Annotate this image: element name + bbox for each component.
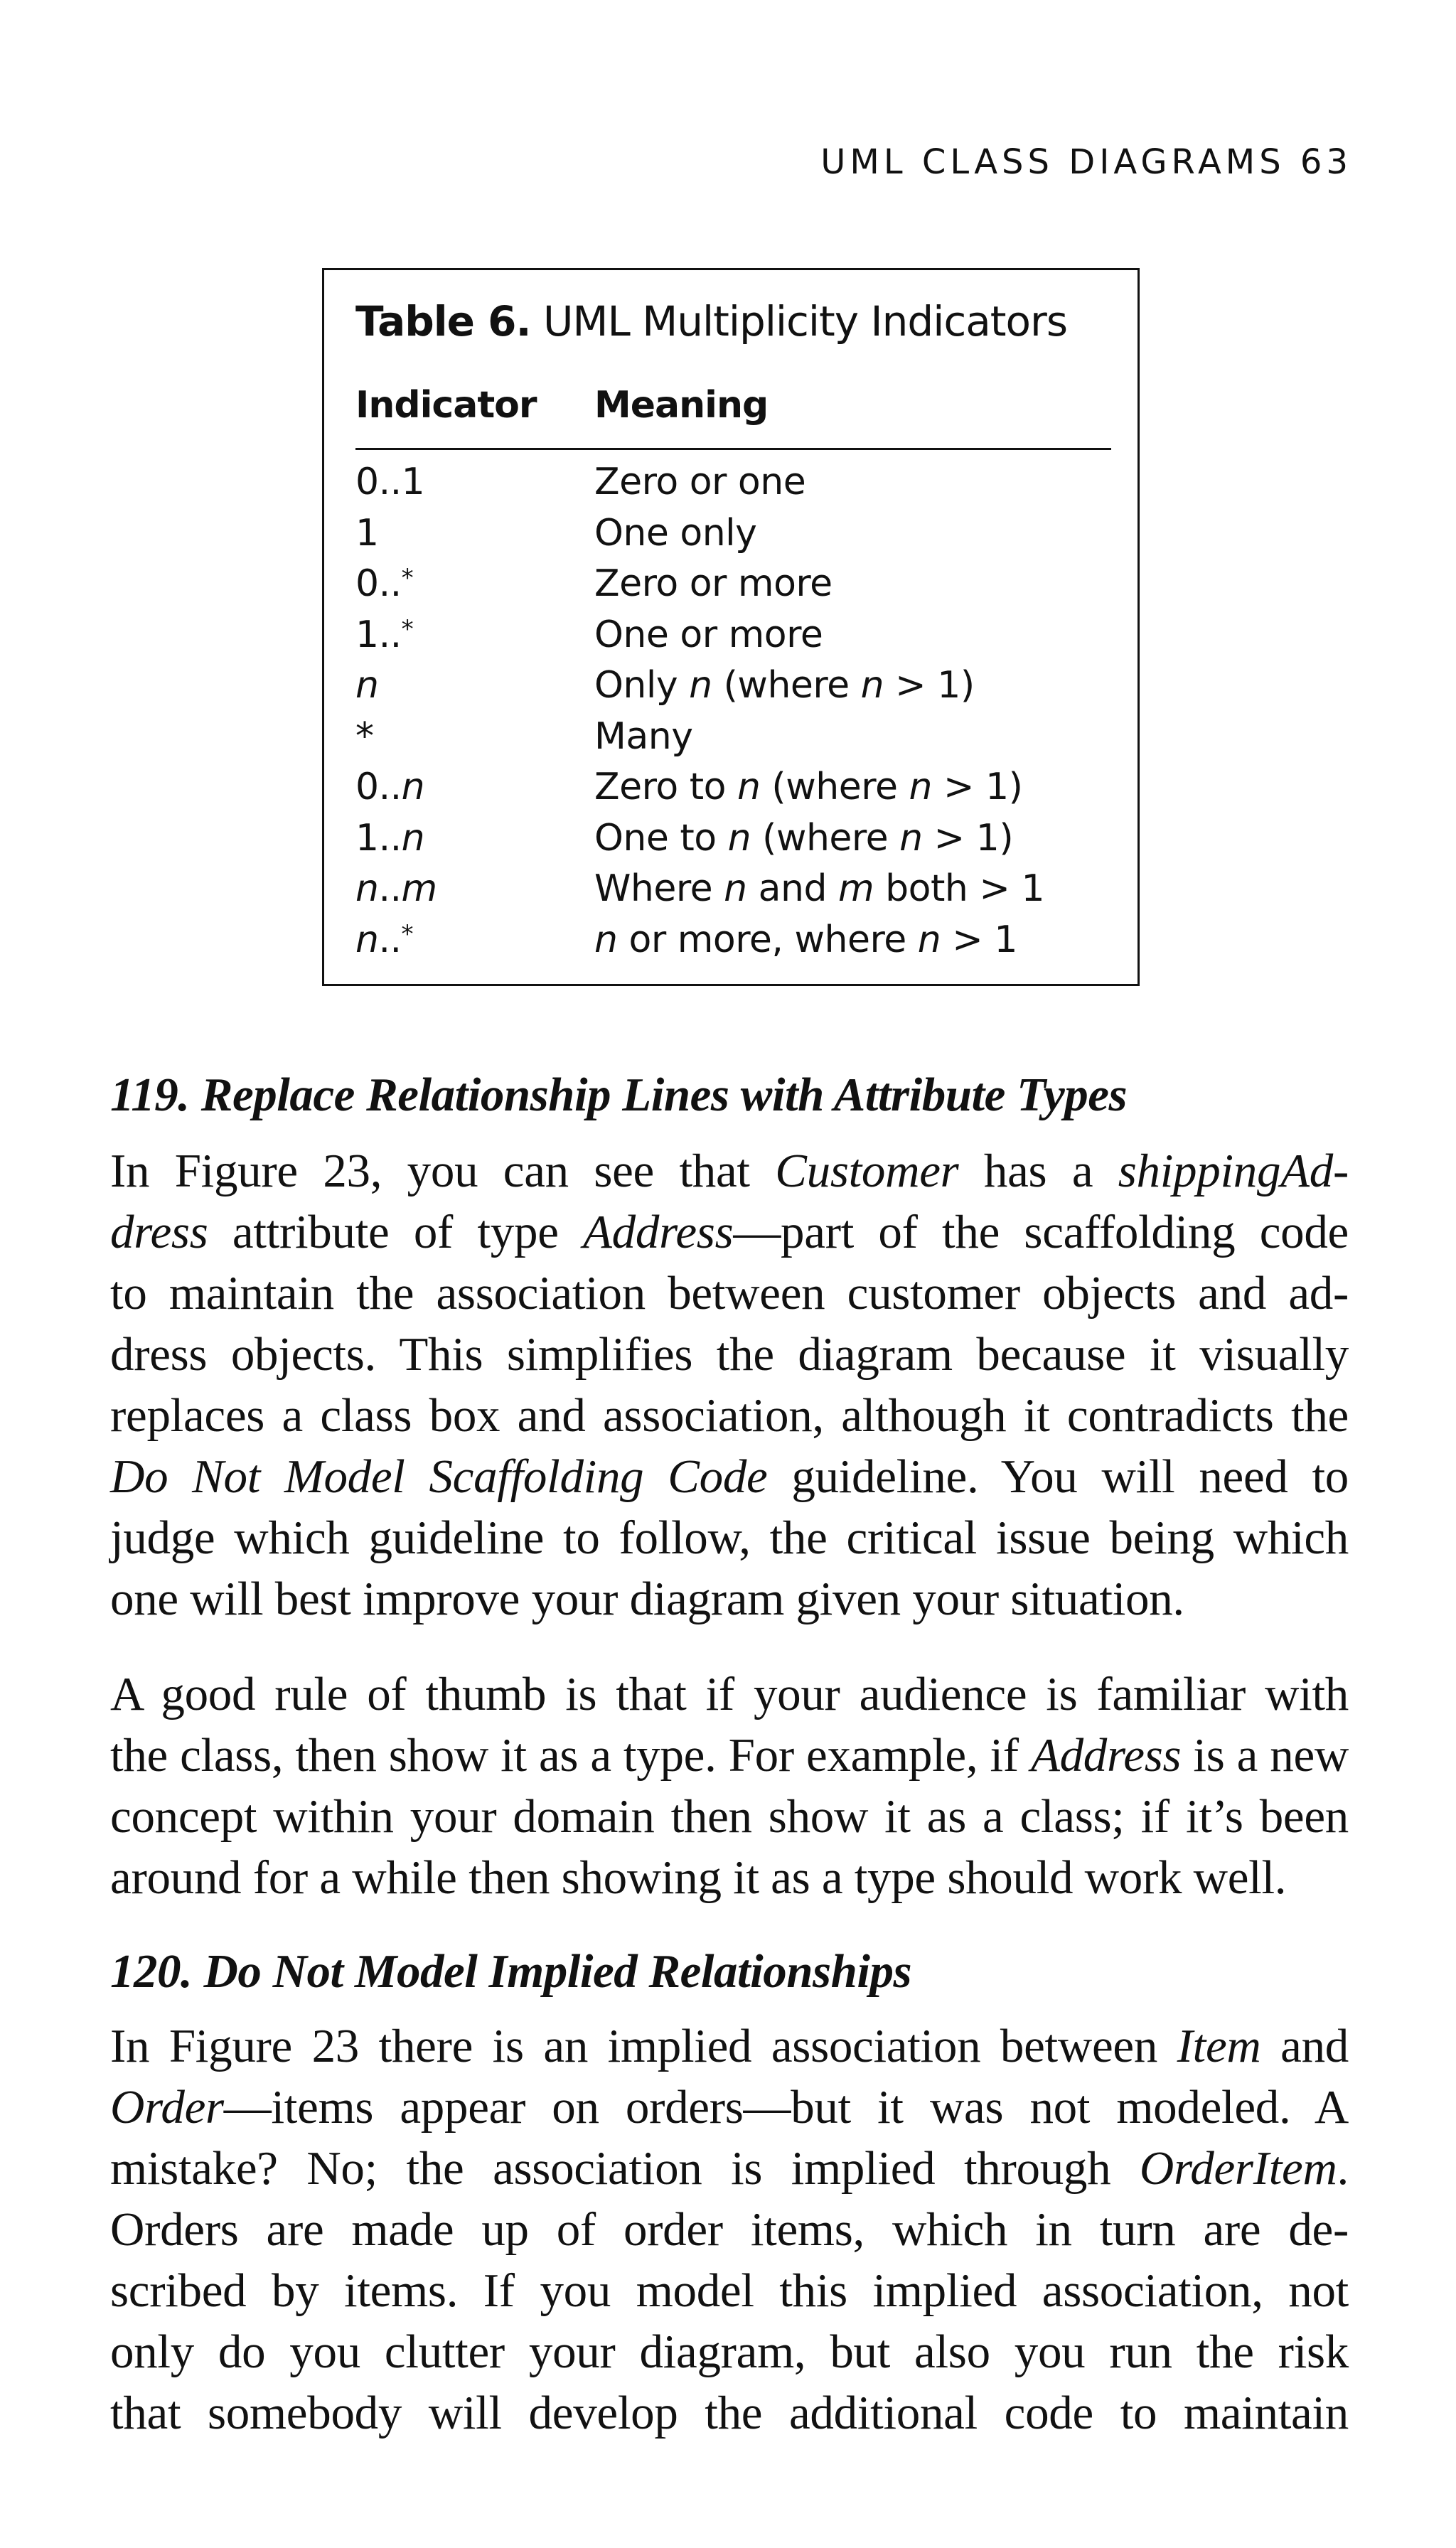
text-line: dress attribute of type Address—part of the scaffolding code xyxy=(110,1206,1349,1258)
text-line: the class, then show it as a type. For example, if Address is a new xyxy=(110,1729,1349,1782)
column-header-meaning: Meaning xyxy=(594,384,769,427)
text-line: Orders are made up of order items, which in turn are de- xyxy=(110,2203,1349,2256)
text-line: around for a while then showing it as a type should work well. xyxy=(110,1851,1287,1904)
meaning-cell: Where n and m both > 1 xyxy=(594,867,1045,910)
text-line: concept within your domain then show it as a class; if it’s been xyxy=(110,1790,1349,1843)
indicator-cell: 1..* xyxy=(355,613,414,656)
indicator-cell: 1..n xyxy=(355,816,425,860)
meaning-cell: One to n (where n > 1) xyxy=(594,816,1014,860)
table-caption-title: UML Multiplicity Indicators xyxy=(542,297,1068,346)
table-row xyxy=(324,867,1138,919)
paragraph-119-2 xyxy=(110,1664,1349,1908)
text-line: Do Not Model Scaffolding Code guideline. You will need to xyxy=(110,1450,1349,1503)
meaning-cell: One or more xyxy=(594,613,823,656)
column-header-indicator: Indicator xyxy=(355,384,537,427)
indicator-cell: 0..n xyxy=(355,766,425,808)
meaning-cell: Many xyxy=(594,714,693,758)
meaning-cell: Only n (where n > 1) xyxy=(594,664,975,707)
text-line: only do you clutter your diagram, but also you run the risk xyxy=(110,2325,1349,2378)
indicator-cell: 1 xyxy=(355,511,379,555)
indicator-cell: 0..1 xyxy=(355,461,425,503)
text-line: In Figure 23, you can see that Customer has a shippingAd- xyxy=(110,1145,1349,1197)
table-body xyxy=(324,461,1138,969)
table-caption xyxy=(355,297,1067,346)
text-line: A good rule of thumb is that if your audience is familiar with xyxy=(110,1668,1349,1720)
indicator-cell: n..m xyxy=(355,867,437,910)
table-row xyxy=(324,461,1138,512)
table-row xyxy=(324,715,1138,766)
text-line: one will best improve your diagram given your situation. xyxy=(110,1573,1184,1625)
text-line: to maintain the association between customer objects and ad- xyxy=(110,1267,1349,1320)
text-line: Order—items appear on orders—but it was not modeled. A xyxy=(110,2081,1349,2134)
indicator-cell: n..* xyxy=(355,918,414,961)
table-row xyxy=(324,766,1138,817)
text-line: judge which guideline to follow, the critical issue being which xyxy=(110,1511,1349,1564)
header-rule xyxy=(355,448,1111,450)
paragraph-120-1 xyxy=(110,2016,1349,2443)
meaning-cell: One only xyxy=(594,511,757,555)
meaning-cell: n or more, where n > 1 xyxy=(594,918,1017,961)
table-row xyxy=(324,919,1138,970)
section-heading-119: 119. Replace Relationship Lines with Attribute Types xyxy=(110,1069,1128,1121)
text-line: In Figure 23 there is an implied association between Item and xyxy=(110,2020,1349,2072)
multiplicity-table xyxy=(322,268,1140,986)
meaning-cell: Zero or more xyxy=(594,562,833,605)
table-row xyxy=(324,614,1138,665)
paragraph-119-1 xyxy=(110,1140,1349,1629)
table-row xyxy=(324,817,1138,868)
table-row xyxy=(324,512,1138,563)
section-heading-120: 120. Do Not Model Implied Relationships xyxy=(110,1945,912,1998)
meaning-cell: Zero to n (where n > 1) xyxy=(594,766,1023,808)
table-row xyxy=(324,664,1138,715)
table-row xyxy=(324,562,1138,614)
indicator-cell: * xyxy=(355,714,374,758)
text-line: dress objects. This simplifies the diagram because it visually xyxy=(110,1328,1349,1381)
text-line: that somebody will develop the additional code to maintain xyxy=(110,2387,1349,2439)
meaning-cell: Zero or one xyxy=(594,461,806,503)
running-head: UML CLASS DIAGRAMS 63 xyxy=(820,142,1352,182)
text-line: mistake? No; the association is implied through OrderItem. xyxy=(110,2142,1349,2195)
indicator-cell: n xyxy=(355,664,379,707)
text-line: replaces a class box and association, although it contradicts the xyxy=(110,1389,1349,1442)
table-caption-label: Table 6. xyxy=(355,297,531,346)
text-line: scribed by items. If you model this implied association, not xyxy=(110,2264,1349,2317)
indicator-cell: 0..* xyxy=(355,562,414,605)
